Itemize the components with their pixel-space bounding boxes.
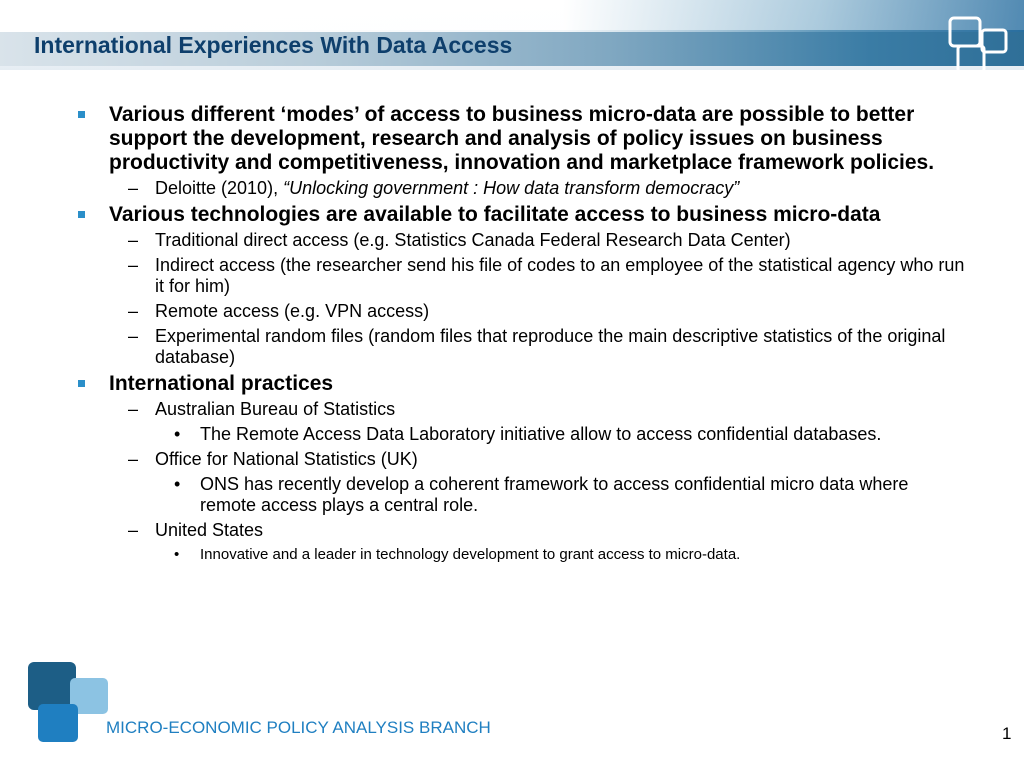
- slide-body: [76, 103, 966, 569]
- slide-title: International Experiences With Data Access: [34, 32, 513, 58]
- citation-title: “Unlocking government : How data transform democracy”: [283, 178, 740, 198]
- sub-item-text: Australian Bureau of Statistics: [155, 399, 396, 419]
- detail-item-ons: [76, 474, 966, 516]
- square-bullet-icon: [78, 211, 85, 218]
- sub-item-us: [76, 520, 966, 541]
- overlapping-squares-filled-icon: [26, 660, 112, 744]
- overlapping-squares-outline-icon: [944, 14, 1010, 76]
- dash-bullet-icon: –: [128, 520, 139, 540]
- sub-item-text: Remote access (e.g. VPN access): [155, 301, 430, 321]
- sub-item-ons: [76, 449, 966, 470]
- dash-bullet-icon: –: [128, 178, 139, 198]
- sub-item-remote-access: [76, 301, 966, 322]
- sub-item-text: Indirect access (the researcher send his file of codes to an employee of the statistical agency who run it for him): [155, 255, 965, 296]
- dot-bullet-icon: •: [174, 474, 181, 494]
- bullet-text: International practices: [109, 372, 334, 395]
- bullet-text: Various different ‘modes’ of access to business micro-data are possible to better support the development, research and analysis of policy issues on business productivity and competitiveness, innovation and marketplace framework policies.: [109, 103, 935, 174]
- sub-item-random-files: [76, 326, 966, 368]
- sub-item-deloitte: [76, 178, 966, 199]
- sub-item-direct-access: [76, 230, 966, 251]
- bullet-technologies: [76, 203, 966, 227]
- citation-prefix: Deloitte (2010),: [155, 178, 284, 198]
- bullet-international-practices: [76, 372, 966, 396]
- dash-bullet-icon: –: [128, 230, 139, 250]
- sub-item-text: Office for National Statistics (UK): [155, 449, 418, 469]
- sub-item-text: Traditional direct access (e.g. Statistics Canada Federal Research Data Center): [155, 230, 791, 250]
- square-bullet-icon: [78, 380, 85, 387]
- detail-text: ONS has recently develop a coherent framework to access confidential micro data where remote access plays a central role.: [200, 474, 909, 515]
- dash-bullet-icon: –: [128, 449, 139, 469]
- detail-item-us: [76, 545, 966, 565]
- dash-bullet-icon: –: [128, 326, 139, 346]
- detail-text: The Remote Access Data Laboratory initiative allow to access confidential databases.: [200, 424, 882, 444]
- dot-bullet-icon: •: [174, 424, 181, 444]
- dot-bullet-icon: •: [174, 546, 180, 563]
- bullet-modes-of-access: [76, 103, 966, 175]
- dash-bullet-icon: –: [128, 301, 139, 321]
- detail-text: Innovative and a leader in technology development to grant access to micro-data.: [200, 546, 741, 563]
- branch-name: MICRO-ECONOMIC POLICY ANALYSIS BRANCH: [106, 718, 491, 737]
- sub-item-indirect-access: [76, 255, 966, 297]
- sub-item-text: Experimental random files (random files that reproduce the main descriptive statistics of the original database): [155, 326, 946, 367]
- bullet-text: Various technologies are available to facilitate access to business micro-data: [109, 203, 881, 226]
- dash-bullet-icon: –: [128, 399, 139, 419]
- page-number: 1: [1002, 724, 1012, 743]
- dash-bullet-icon: –: [128, 255, 139, 275]
- detail-item-abs: [76, 424, 966, 445]
- header-glow: [0, 0, 1024, 32]
- sub-item-abs: [76, 399, 966, 420]
- sub-item-text: United States: [155, 520, 264, 540]
- square-bullet-icon: [78, 111, 85, 118]
